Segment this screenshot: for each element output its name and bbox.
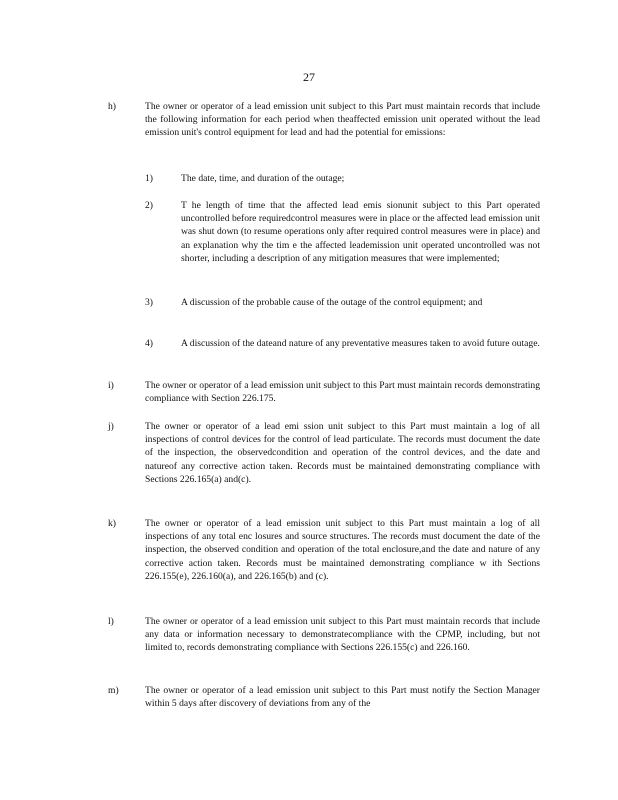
paragraph-label: h) bbox=[108, 101, 116, 112]
subparagraph-2 bbox=[145, 199, 540, 265]
paragraph-i bbox=[108, 379, 540, 405]
subparagraph-text: The date, time, and duration of the outage; bbox=[181, 173, 345, 184]
paragraph-label: m) bbox=[108, 685, 119, 696]
paragraph-text: The owner or operator of a lead emission unit subject to this Part must maintain a log of all inspections of any total enc losures and source structures. The records must document the date of the inspection, the observed condition and operation of the total enclosure,and the date and nature of any corrective action taken. Records must be maintained demonstrating compliance w ith Sections 226.155(e), 226.160(a), and 226.165(b) and (c). bbox=[145, 518, 540, 582]
paragraph-text: The owner or operator of a lead emi ssion unit subject to this Part must maintain a log of all inspections of control devices for the control of lead particulate. The records must document the date of the inspection, the observedcondition and operation of the control devices, and the date and natureof any corrective action taken. Records must be maintained demonstrating compliance with Sections 226.165(a) and(c). bbox=[145, 421, 540, 485]
subparagraph-3 bbox=[145, 296, 540, 309]
subparagraph-text: A discussion of the probable cause of the outage of the control equipment; and bbox=[181, 297, 483, 308]
paragraph-text: The owner or operator of a lead emission unit subject to this Part must maintain records that include the following information for each period when theaffected emission unit operated without the lead emission unit's control equipment for lead and had the potential for emissions: bbox=[145, 101, 540, 139]
subparagraph-1 bbox=[145, 172, 540, 185]
paragraph-text: The owner or operator of a lead emission unit subject to this Part must maintain records that include any data or information necessary to demonstratecompliance with the CPMP, including, but not limited to, records demonstrating compliance with Sections 226.155(c) and 226.160. bbox=[145, 616, 540, 654]
paragraph-h bbox=[108, 100, 540, 140]
paragraph-text: The owner or operator of a lead emission unit subject to this Part must maintain records demonstrating compliance with Section 226.175. bbox=[145, 380, 540, 405]
paragraph-label: j) bbox=[108, 421, 114, 432]
subparagraph-label: 1) bbox=[145, 173, 153, 184]
subparagraph-text: A discussion of the dateand nature of any preventative measures taken to avoid future outage. bbox=[181, 338, 540, 349]
subparagraph-label: 3) bbox=[145, 297, 153, 308]
paragraph-k bbox=[108, 517, 540, 583]
paragraph-label: k) bbox=[108, 518, 116, 529]
paragraph-text: The owner or operator of a lead emission unit subject to this Part must notify the Section Manager within 5 days after discovery of deviations from any of the bbox=[145, 685, 540, 710]
paragraph-l bbox=[108, 615, 540, 655]
page-number: 27 bbox=[303, 70, 315, 84]
paragraph-j bbox=[108, 420, 540, 486]
subparagraph-4 bbox=[145, 337, 540, 350]
subparagraph-label: 2) bbox=[145, 200, 153, 211]
subparagraph-text: T he length of time that the affected lead emis sionunit subject to this Part operated uncontrolled before requiredcontrol measures were in place or the affected lead emission unit was shut down (to resume operations only after required control measures were in place) and an explanation why the tim e the affected leademission unit operated uncontrolled was not shorter, including a description of any mitigation measures that were implemented; bbox=[181, 200, 540, 264]
paragraph-label: l) bbox=[108, 616, 114, 627]
paragraph-label: i) bbox=[108, 380, 114, 391]
paragraph-m bbox=[108, 684, 540, 710]
subparagraph-label: 4) bbox=[145, 338, 153, 349]
